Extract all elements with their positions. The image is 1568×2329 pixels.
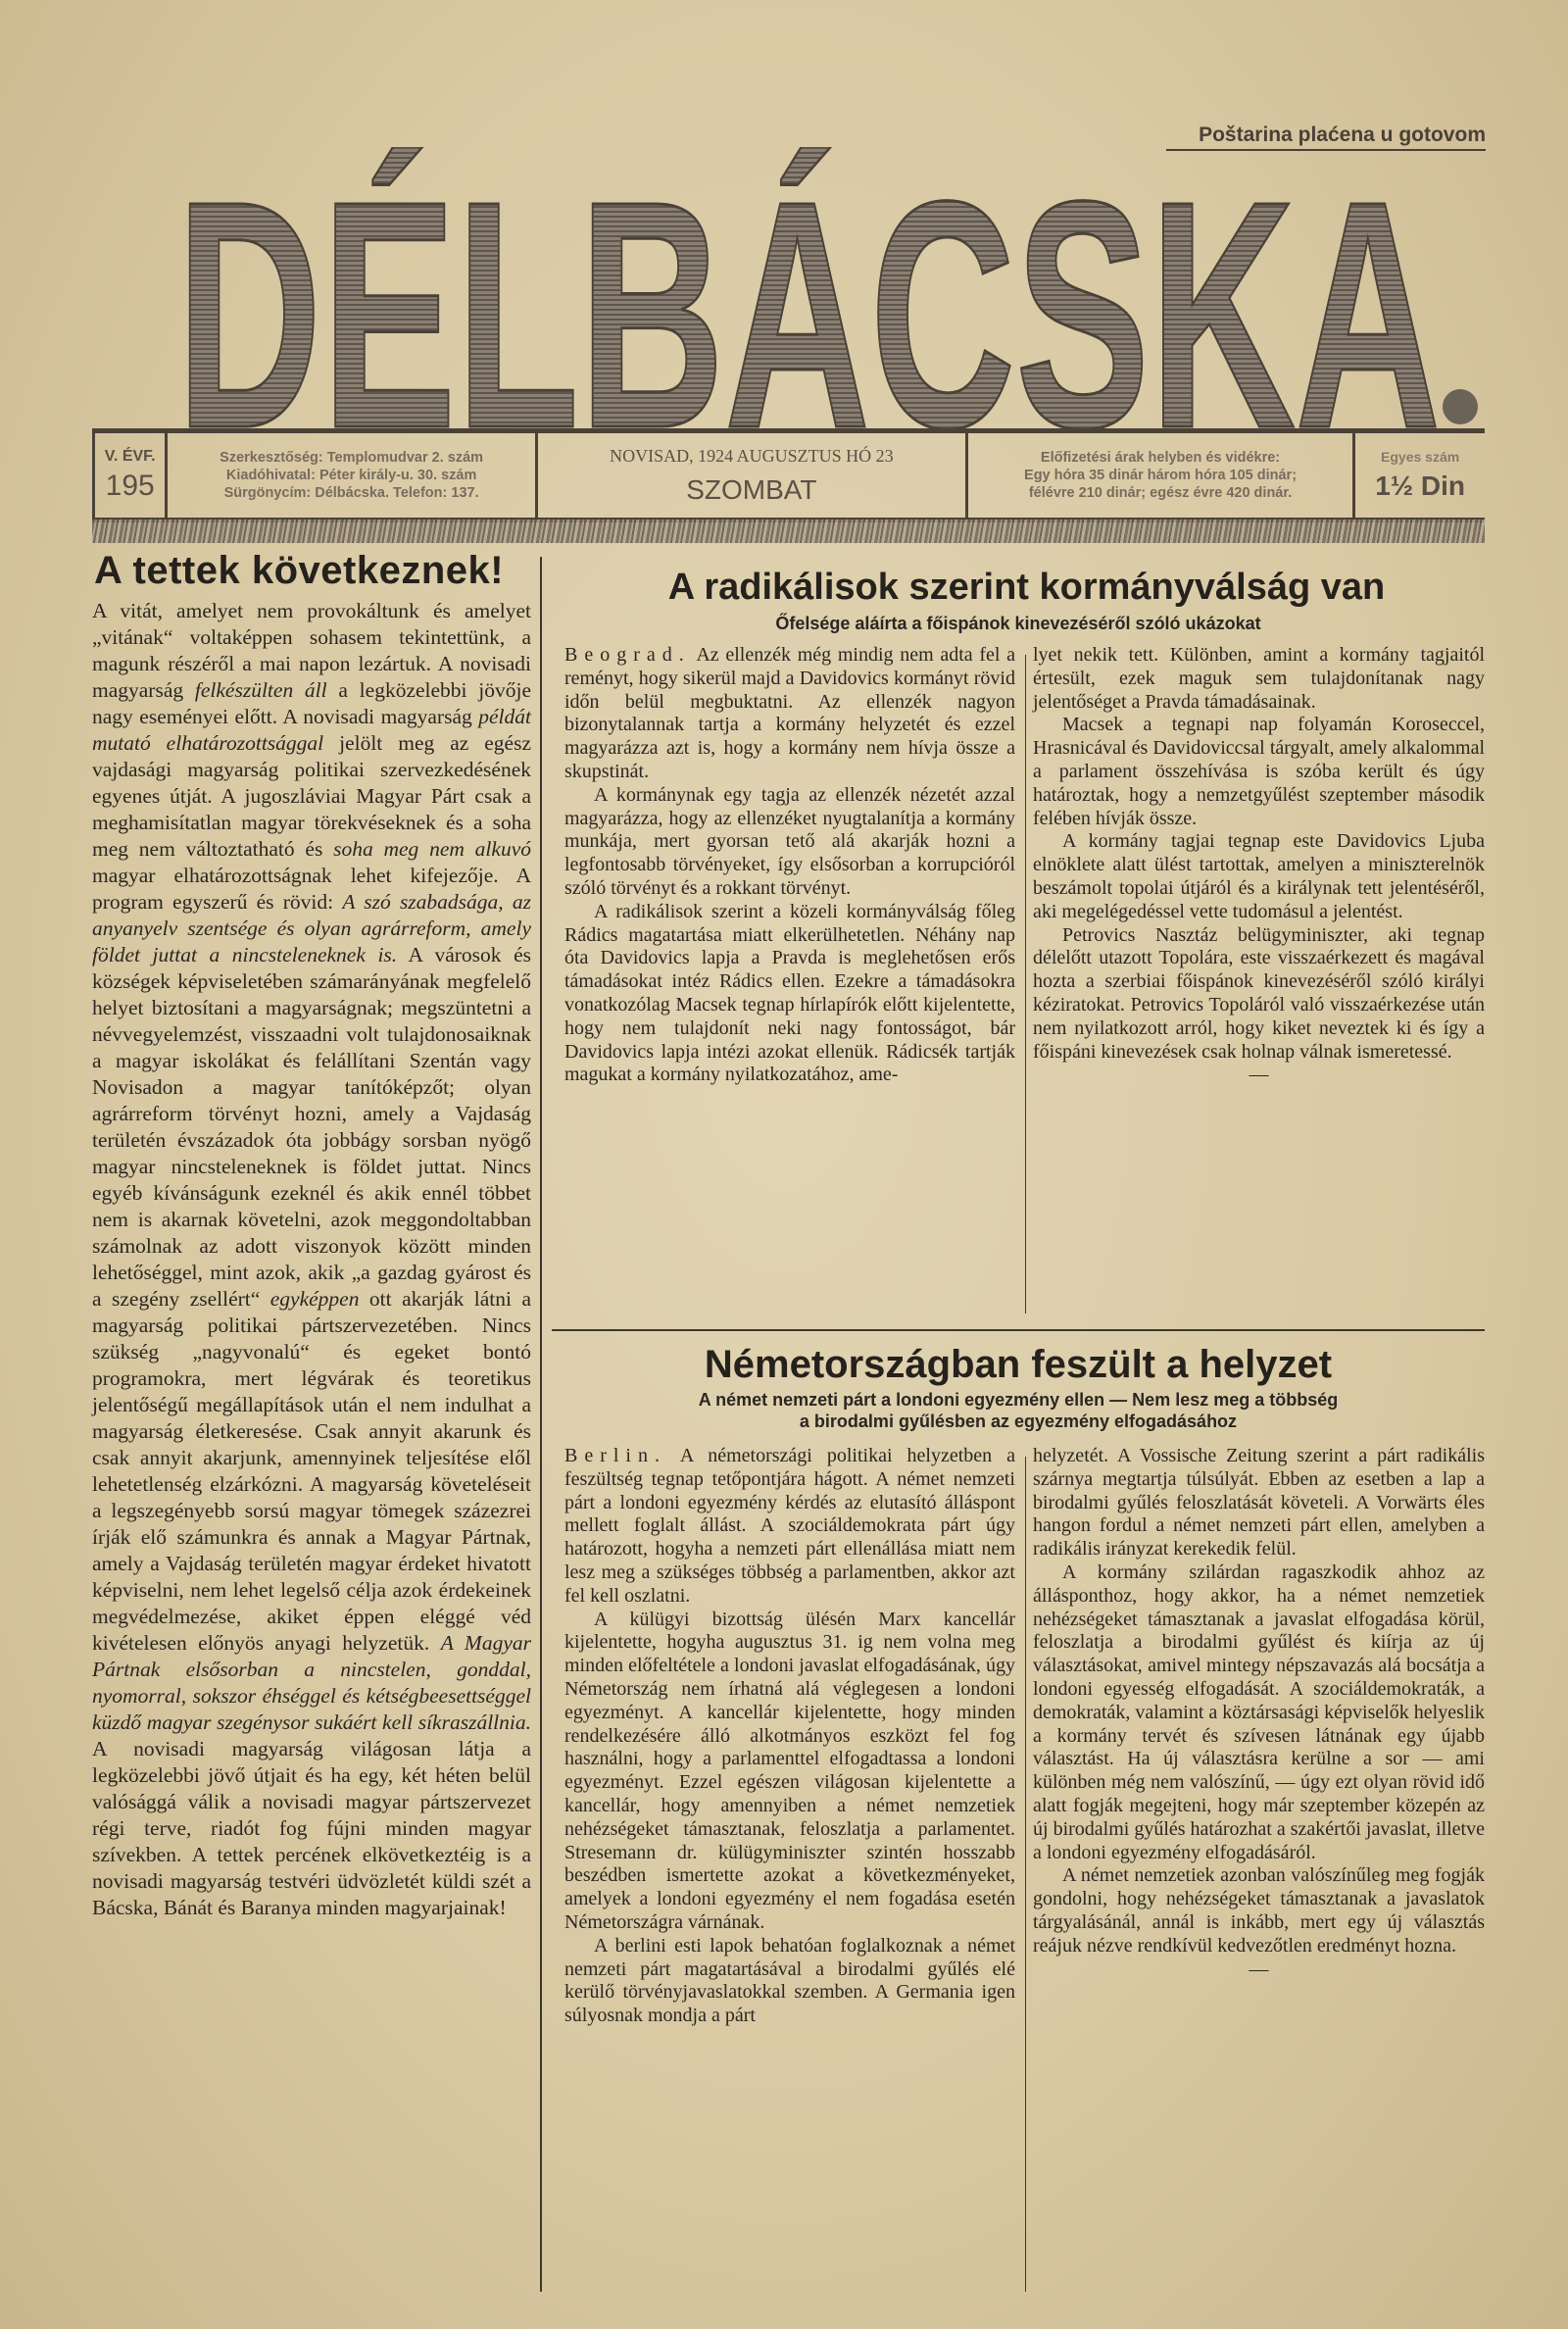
text-run: magyar elhatározottságnak lehet kifejezője. A program egyszerű és rövid: <box>92 864 531 914</box>
subscription-cell <box>968 433 1355 518</box>
text-run: A vitát, amelyet nem provokáltunk és amelyet „vitának“ voltaképpen sohasem tekintettünk, a magunk részéről a mai napon lezártuk. A novisadi magyarság <box>92 599 531 702</box>
text-run: A berlini esti lapok behatóan foglalkoznak a német nemzeti párt magatartásával a birodalmi gyűlés elé kerülő törvényjavaslatokkal szemben. A Germania igen súlyosnak mondja a párt <box>564 1934 1015 2027</box>
editorial-line: Kiadóhivatal: Péter király-u. 30. szám <box>225 468 477 483</box>
paragraph <box>1033 830 1485 923</box>
text-run: A novisadi magyarság világosan látja a legközelebbi jövő útjait és ha egy, két héten belül valósággá válik a novisadi magyar pártszervezet régi terve, riadót fog fújni minden magyar szívekben. A tettek percének elkövetkeztéig is a novisadi magyarság testvéri üdvözletét küldi szét a Bácska, Bánát és Baranya minden magyarjainak! <box>92 1737 531 1919</box>
end-mark: — <box>1249 1957 1269 1980</box>
text-run: ott akarják látni a magyarság politikai pártszervezetében. Nincs szükség „nagyvonalú“ és egeket bontó programokra, mert légvárak és teoretikus jelentőségű megállapítások után el nem indulhat a magyarság életkeresése. Csak annyit akarunk és csak annyit akarjunk, amennyinek teljesítése elől lehetetlenség elzárkózni. A magyarság követeléseit a legszegényebb sorsú magyar tömegek százezrei írják elő számunkra és annak a Magyar Pártnak, amely a Vajdaság területén magyar érdeket hivatott képviselni, nem lehet legelső célja azok érdekeinek megvédelmezése, akiket éppen eléggé véd kivételesen előnyös anyagi helyzetük. <box>92 1287 532 1655</box>
emphasized-text: felkészülten áll <box>194 678 327 702</box>
article-body-col-2 <box>1033 644 1485 1087</box>
paragraph <box>564 784 1015 901</box>
editorial-line: Sürgönycím: Délbácska. Telefon: 137. <box>223 485 479 501</box>
article-headline: A tettek következnek! <box>94 549 505 592</box>
text-run: Berlin. <box>564 1445 666 1466</box>
article-divider <box>552 1329 1485 1331</box>
paragraph <box>564 644 1015 784</box>
emphasized-text: A Magyar Pártnak elsősorban a nincstelen, gonddal, nyomorral, sokszor éhséggel és kétségbeesettséggel küzdő magyar szegénysor sukáért kell síkraszállnia. <box>92 1631 531 1734</box>
emphasized-text: példát mutató elhatározottsággal <box>92 705 531 755</box>
text-run: A német nemzetiek azonban valószínűleg meg fogják gondolni, hogy nehézségeket támasztanak a javaslatok tárgyalásánál, annál is inkább, mert egy új választás reájuk nézve rendkívül kedvezőtlen eredményt hozna. <box>1033 1864 1485 1957</box>
article-headline: Németországban feszült a helyzet <box>704 1343 1333 1386</box>
paragraph <box>1033 1561 1485 1864</box>
paragraph <box>92 598 531 1921</box>
paragraph <box>564 901 1015 1087</box>
text-run: a legközelebbi jövője nagy eseményei előtt. A novisadi magyarság <box>92 678 532 728</box>
text-run: Macsek a tegnapi nap folyamán Koroseccel, Hrasnicával és Davidoviccsal tárgyalt, amely alkalommal a parlament összehívása is szóba került és úgy határoztak, hogy a nemzetgyűlést szeptember második felében hívják össze. <box>1033 714 1485 829</box>
editorial-line: Szerkesztőség: Templomudvar 2. szám <box>220 450 484 466</box>
end-mark: — <box>1249 1064 1269 1086</box>
text-run: Beograd. <box>564 644 691 666</box>
paragraph <box>1033 924 1485 1065</box>
volume-label: V. ÉVF. <box>104 448 156 465</box>
text-run: lyet nekik tett. Különben, amint a kormány tagjaitól értesült, ezek maguk sem tulajdonítanak nagy jelentőséget a Pravda támadásainak. <box>1033 644 1485 713</box>
article-body-col-1 <box>564 1445 1015 2028</box>
article-subheadline: A német nemzeti párt a londoni egyezmény ellen — Nem lesz meg a többség <box>698 1390 1339 1410</box>
emphasized-text: A szó szabadsága, az anyanyelv szentsége és olyan agrárreform, amely földet juttat a nincsteleneknek is. <box>92 890 531 966</box>
dateline: NOVISAD, 1924 AUGUSZTUS HÓ 23 <box>610 445 894 466</box>
price-cell <box>1355 433 1485 518</box>
masthead-info-bar <box>92 428 1485 522</box>
paragraph <box>564 1445 1015 1609</box>
issue-number: 195 <box>105 470 155 502</box>
volume-cell <box>92 433 168 518</box>
text-run: A külügyi bizottság ülésén Marx kancellár kijelentette, hogyha augusztus 31. ig nem volna meg minden előfeltétele a londoni javaslat elfogadásának, úgy Németország nem írhatná alá véglegesen a londoni egyezményt. A kancellár kijelentette, hogy minden rendelkezésére álló alkotmányos eszközt fel fog használni, hogy a parlamenttel elfogadtassa a londoni egyezményt. Ezzel egészen világosan kijelentette a kancellár, hogy amennyiben a német nemzetiek nehézségeket támasztanak, feloszlatja a parlamentet. Stresemann dr. külügyminiszter szintén hosszabb beszédben ismertette azokat a következményeket, amelyek a londoni egyezmény el nem fogadása esetén Németországra várnának. <box>564 1608 1015 1933</box>
article-body-col-1 <box>564 644 1015 1087</box>
text-run: Petrovics Nasztáz belügyminiszter, aki tegnap délelőtt utazott Topolára, este visszaérkezett és magával hozta a szerbiai főispánok kinevezéséről szóló királyi kéziratokat. Petrovics Topoláról való visszaérkezése után nem nyilatkozott arról, hogy kiket neveztek ki és így a főispáni kinevezések csak holnap válnak ismeretessé. <box>1033 923 1485 1063</box>
editorial-office-cell <box>168 433 538 518</box>
column-divider <box>1025 655 1026 1313</box>
paragraph <box>564 1609 1015 1935</box>
text-run: A kormány tagjai tegnap este Davidovics Ljuba elnöklete alatt ülést tartottak, amelyen a miniszterelnök beszámolt topolai útjáról és a királynak tett jelentéséről, aki megelégedéssel vette tudomásul a jelentést. <box>1033 830 1485 922</box>
text-run: A városok és községek képviseletében számarányának megfelelő helyet biztosítani a magyarságnak; megszüntetni a névvegyelemzést, visszaadni volt tulajdonosaiknak a magyar iskolákat és felállítani Szentán vagy Novisadon a magyar tanítóképzőt; olyan agrárreform törvényt hozni, amely a Vajdaság területén évszázadok óta jobbágy sorsban nyögő magyar nincsteleneknek is földet juttat. Nincs egyéb kívánságunk ezeknél és akik ennél többet nem is akarnak követelni, azok meggondoltabban számolnak az adott viszonyok között minden lehetőséggel, mint azok, akik „a gazdag gyárost és a szegény zsellért“ <box>92 943 531 1311</box>
article-headline: A radikálisok szerint kormányválság van <box>667 567 1386 608</box>
article-body <box>92 598 531 1921</box>
column-divider <box>540 557 542 2292</box>
masthead-logo <box>176 147 1494 441</box>
paragraph <box>1033 644 1485 714</box>
article-body-col-2 <box>1033 1445 1485 1981</box>
price: 1½ Din <box>1375 471 1466 501</box>
paragraph <box>1033 1864 1485 1957</box>
subscription-line: Egy hóra 35 dinár három hóra 105 dinár; <box>1024 468 1298 483</box>
text-run: helyzetét. A Vossische Zeitung szerint a párt radikális szárnya megtartja túlsúlyát. Ebben az esetben a lap a birodalmi gyűlés feloszlatását követeli. A Vorwärts éles hangon fordul a német nemzeti párt ellen, amelyben a radikális irányzat kerekedik felül. <box>1033 1445 1485 1561</box>
paragraph <box>1033 1445 1485 1561</box>
price-label: Egyes szám <box>1381 449 1460 465</box>
text-run: A németországi politikai helyzetben a feszültség tegnap tetőpontjára hágott. A német nemzeti párt a londoni egyezmény kérdés az elutasító álláspont mellett foglalt állást. A szociáldemokrata párt úgy határozott, hogyha a nemzeti párt ellenállása miatt nem lesz meg a szükséges többség a parlamentben, akkor azt fel kell oszlatni. <box>564 1445 1015 1607</box>
column-divider <box>1025 1457 1026 2292</box>
date-cell <box>538 433 968 518</box>
text-run: Az ellenzék még mindig nem adta fel a reményt, hogy sikerül majd a Davidovics kormányt rövid időn belül megbuktatni. Az ellenzék nagyon bizonytalannak tartja a kormány helyzetét és ezzel magyarázza azt is, hogy a kormány nem hívja össze a skupstinát. <box>564 644 1015 782</box>
text-run: jelölt meg az egész vajdasági magyarság politikai szervezkedésének egyenes útját. A jugoszláviai Magyar Párt csak a meghamisítatlan magyar törekvéseknek és a soha meg nem változtatható és <box>92 731 531 861</box>
paragraph <box>1033 714 1485 830</box>
text-run: A kormánynak egy tagja az ellenzék nézetét azzal magyarázza, hogy az ellenzéket nyugtalanítja a kormány munkája, mert gyorsan tető alá akarják hozni a legfontosabb törvényeket, így elsősorban a korrupcióról szóló törvényt és a rokkant törvényt. <box>564 783 1015 899</box>
subscription-line: Előfizetési árak helyben és vidékre: <box>1040 450 1281 466</box>
masthead-ornament <box>1443 389 1478 424</box>
decorative-band <box>92 520 1485 543</box>
emphasized-text: egyképpen <box>270 1287 360 1311</box>
weekday: SZOMBAT <box>686 473 817 505</box>
article-subheadline: Őfelsége aláírta a főispánok kinevezéséről szóló ukázokat <box>775 614 1261 633</box>
text-run: A kormány szilárdan ragaszkodik ahhoz az állásponthoz, hogy akkor, ha a német nemzetiek nehézségeket támasztanak a javaslat elfogadása körül, feloszlatja a birodalmi gyűlést és kiírja az új választásokat, amivel mintegy népszavazás alá bocsátja a londoni egyesség elfogadását. A szociáldemokraták, a demokraták, valamint a köztársasági képviselők helyeslik a kormány tervét és szívesen látnának egy újabb választást. Ha új választásra kerülne a sor — ami különben még nem valószínű, — úgy ezt olyan rövid idő alatt fogják megejteni, hogy már szeptember közepén az új birodalmi gyűlés határozhat a szakértői javaslat, illetve a londoni egyezmény elfogadásáról. <box>1033 1561 1485 1863</box>
paragraph <box>564 1935 1015 2028</box>
subscription-line: félévre 210 dinár; egész évre 420 dinár. <box>1028 485 1293 501</box>
emphasized-text: soha meg nem alkuvó <box>333 837 531 861</box>
article-subheadline: a birodalmi gyűlésben az egyezmény elfogadásához <box>799 1412 1238 1431</box>
masthead-title: DÉLBÁCSKA <box>176 147 1441 441</box>
text-run: A radikálisok szerint a közeli kormányválság főleg Rádics magatartása miatt elkerülhetetlen. Néhány nap óta Davidovics lapja a Pravda is meglehetősen erős támadásokat intéz Rádics ellen. Ezekre a támadásokra vonatkozólag Macsek tegnap hírlapírók előtt kijelentette, hogy nem tulajdonít neki nagy fontosságot, bár Davidovics lapja intézi azokat ellenük. Rádicsék tartják magukat a kormány nyilatkozatához, ame- <box>564 900 1015 1086</box>
postage-notice: Poštarina plaćena u gotovom <box>1166 124 1486 151</box>
